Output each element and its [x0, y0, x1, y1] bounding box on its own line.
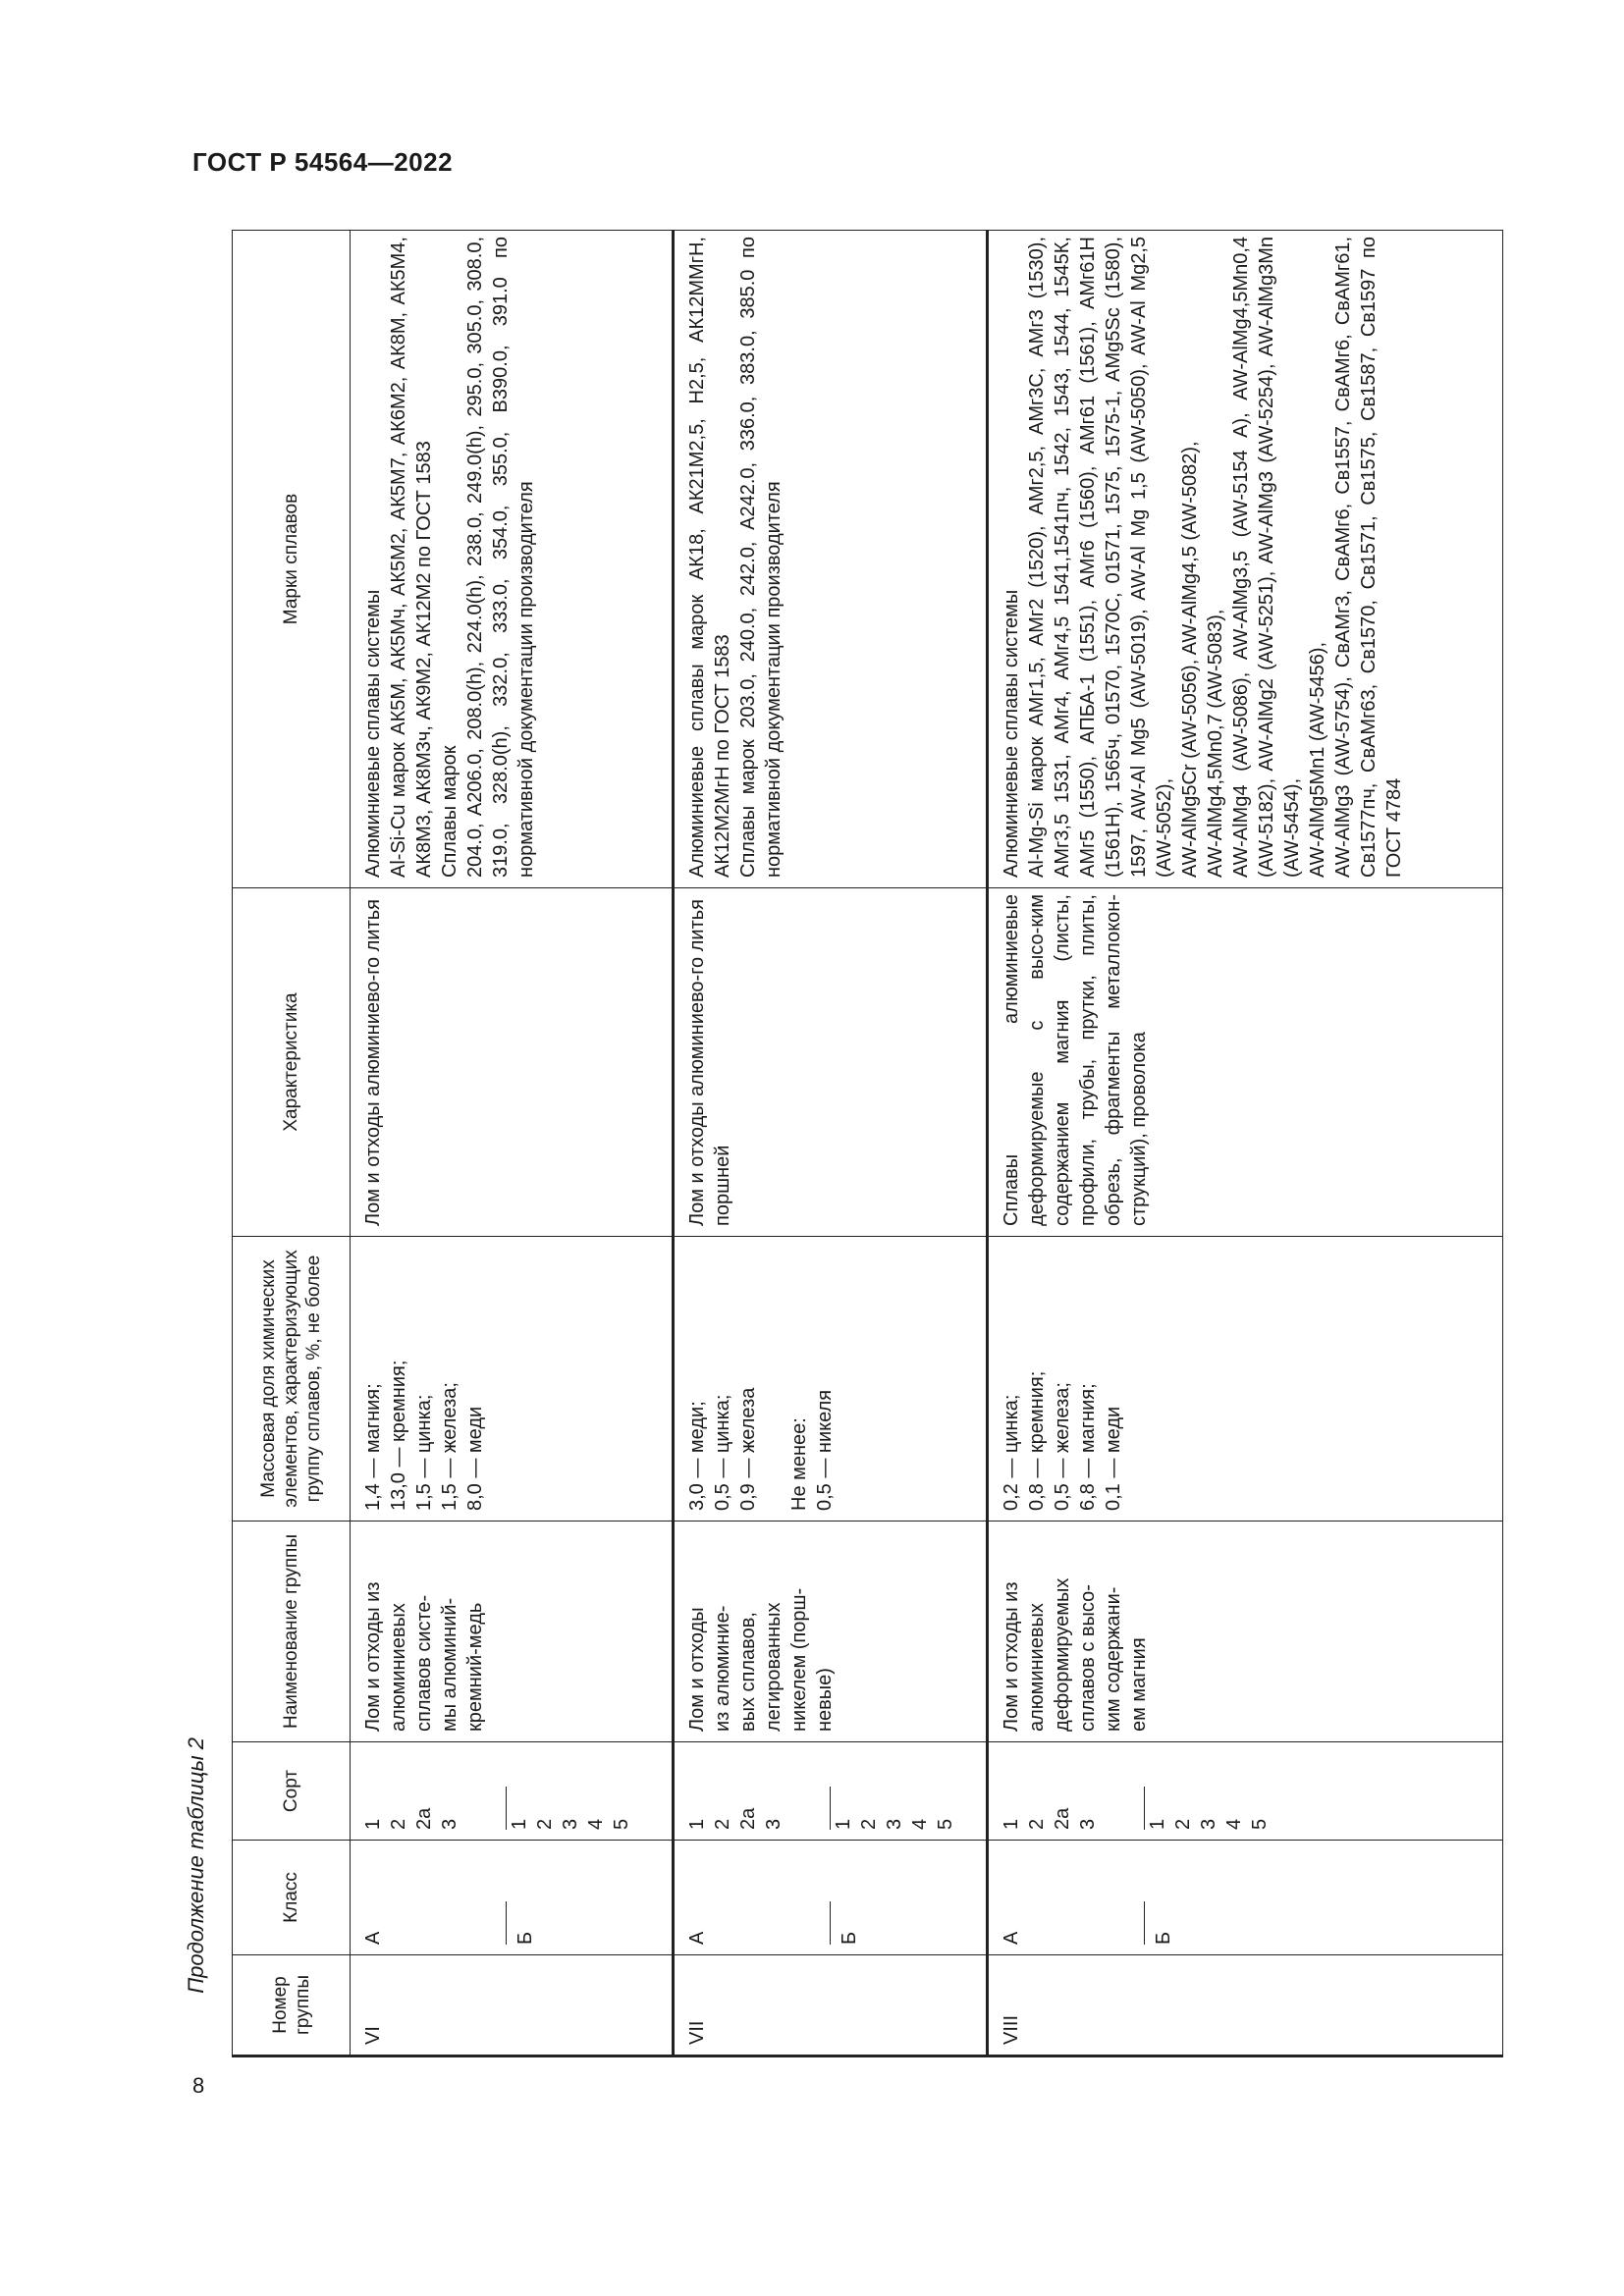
grades-line: Al-Si-Cu марок АК5М, АК5Мч, АК5М2, АК5М7, АК6М2, АК8М, АК5М4, АК8М3, АК8М3ч, АК9М2, АК12М2 по ГОСТ 1583 — [388, 237, 436, 878]
sort-item: 2 — [1172, 1818, 1195, 1830]
grades-line: Сплавы марок — [439, 745, 461, 878]
mass-line: 1,5 — цинка; — [413, 1394, 436, 1511]
mass-line: 0,5 — цинка; — [711, 1394, 733, 1511]
name-line: сплавов систе- — [413, 1594, 436, 1732]
mass-line: 0,1 — меди — [1103, 1406, 1125, 1511]
mass-line: Не менее: — [787, 1417, 810, 1511]
mass-fraction-cell — [351, 1237, 674, 1522]
alloy-grades-cell — [988, 231, 1503, 888]
group-name-cell — [988, 1522, 1503, 1742]
grades-line: AW-AlMg5Cr (AW-5056), AW-AlMg4,5 (AW-5082), — [1179, 441, 1202, 878]
mass-line: 0,8 — кремния; — [1026, 1370, 1049, 1511]
group-name-cell — [351, 1522, 674, 1742]
sort-item: 3 — [762, 1818, 785, 1830]
sort-a-list — [360, 1748, 506, 1830]
sort-item: 2 — [1026, 1818, 1049, 1830]
name-line: сплавов с высо- — [1077, 1584, 1100, 1732]
mass-line: 1,4 — магния; — [362, 1383, 385, 1511]
caption-text: Продолжение таблицы 2 — [184, 1737, 208, 1994]
mass-line: 0,2 — цинка; — [1001, 1394, 1023, 1511]
sort-item: 2а — [736, 1807, 759, 1830]
table-row — [351, 231, 674, 2056]
name-line: ем магния — [1128, 1637, 1151, 1732]
sort-cell — [988, 1742, 1503, 1841]
sort-item: 1 — [509, 1818, 531, 1830]
mass-line: 1,5 — железа; — [439, 1382, 461, 1511]
grades-line: AW-AlMg5Mn1 (AW-5456), — [1307, 641, 1329, 878]
mass-line: 0,5 — никеля — [813, 1389, 836, 1511]
sort-item: 3 — [560, 1818, 582, 1830]
sort-item: 1 — [685, 1818, 708, 1830]
group-name-cell — [673, 1522, 987, 1742]
alloy-grades-cell — [351, 231, 674, 888]
table-row — [673, 231, 987, 2056]
name-line: никелем (порш- — [787, 1587, 810, 1732]
sort-b-list — [831, 1748, 958, 1830]
col-header-characteristic: Характеристика — [233, 888, 351, 1237]
grades-line: AW-AlMg4,5Mn0,7 (AW-5083), — [1205, 609, 1227, 878]
group-number-cell: VII — [673, 1955, 987, 2056]
sort-item: 4 — [585, 1818, 608, 1830]
group-number-cell: VIII — [988, 1955, 1503, 2056]
mass-fraction-cell — [988, 1237, 1503, 1522]
group-number-cell: VI — [351, 1955, 674, 2056]
sort-item: 2 — [534, 1818, 557, 1830]
name-line: Лом и отходы из — [362, 1581, 385, 1732]
name-line: вых сплавов, — [736, 1612, 759, 1732]
characteristic-cell: Сплавы алюминиевые деформируемые с высо-ким содержанием магния (листы, профили, трубы, прутки, плиты, обрезь, фрагменты металлокон-струкций), проволока — [988, 888, 1503, 1237]
grades-line: Алюминиевые сплавы системы — [362, 589, 385, 878]
name-line: алюминиевых — [388, 1603, 410, 1732]
name-line: Лом и отходы — [685, 1607, 708, 1732]
mass-fraction-cell — [673, 1237, 987, 1522]
table-caption — [177, 1737, 216, 2052]
name-line: мы алюминий- — [439, 1597, 461, 1732]
sort-item: 3 — [883, 1818, 905, 1830]
class-b: Б — [830, 1901, 862, 1945]
sort-item: 3 — [439, 1818, 461, 1830]
characteristic-cell: Лом и отходы алюминиево-го литья поршней — [673, 888, 987, 1237]
sort-b-list — [507, 1748, 634, 1830]
grades-line: Al-Mg-Si марок АМг1,5, АМг2 (1520), АМг2,5, АМг3С, АМг3 (1530), АМг3,5 1531, АМг4, АМг4,5 1541,1541пч, 1542, 1543, 1544, 1545К, АМг5 (1550), АПБА-1 (1551), АМг6 (1560), АМг61 (1561), АМг61Н (1561Н), 1565ч, 01570, 1570С, 01571, 1575, 1575-1, AMg5Sc (1580), 1597, AW-Al Mg5 (AW-5019), AW-Al Mg 1,5 (AW-5050), AW-Al Mg2,5 (AW-5052), — [1026, 237, 1176, 878]
grades-line: AW-AlMg3 (AW-5754), СвАМг3, СвАМг6, Св1557, СвАМг6, СвАМг61, Св1577пч, СвАМг63, Св1570, Св1571, Св1575, Св1587, Св1597 по ГОСТ 4784 — [1332, 237, 1406, 878]
class-cell — [988, 1841, 1503, 1955]
mass-line: 0,9 — железа — [736, 1387, 759, 1511]
page-number: 8 — [192, 2073, 205, 2098]
sort-item: 2 — [711, 1818, 733, 1830]
table-row — [988, 231, 1503, 2056]
mass-line: 0,5 — железа; — [1052, 1382, 1074, 1511]
mass-line: 3,0 — меди; — [685, 1401, 708, 1511]
name-line: ким содержани- — [1103, 1586, 1125, 1732]
sort-item: 3 — [1198, 1818, 1220, 1830]
document-header: ГОСТ Р 54564—2022 — [192, 147, 454, 177]
col-header-class: Класс — [233, 1841, 351, 1955]
sort-item: 2 — [388, 1818, 410, 1830]
sort-a-list — [684, 1748, 830, 1830]
class-cell — [351, 1841, 674, 1955]
grades-line: Алюминиевые сплавы марок АК18, АК21М2,5, Н2,5, АК12ММгН, АК12М2МгН по ГОСТ 1583 — [685, 237, 733, 878]
sort-item: 1 — [362, 1818, 385, 1830]
col-header-sort: Сорт — [233, 1742, 351, 1841]
class-a: А — [685, 1931, 708, 1945]
col-header-group-name: Наименование группы — [233, 1522, 351, 1742]
sort-item: 1 — [1147, 1818, 1169, 1830]
name-line: Лом и отходы из — [1001, 1581, 1023, 1732]
sort-item: 4 — [908, 1818, 931, 1830]
name-line: из алюминие- — [711, 1605, 733, 1732]
sort-item: 5 — [1249, 1818, 1272, 1830]
grades-line: Сплавы марок 203.0, 240.0, 242.0, A242.0, 336.0, 383.0, 385.0 по нормативной документации производителя — [736, 237, 785, 878]
characteristic-cell: Лом и отходы алюминиево-го литья — [351, 888, 674, 1237]
class-b: Б — [506, 1901, 538, 1945]
alloy-grades-cell — [673, 231, 987, 888]
name-line: легированных — [762, 1602, 785, 1732]
alloy-groups-table — [232, 230, 1503, 2057]
table-header-row — [233, 231, 351, 2056]
grades-line: 204.0, A206.0, 208.0(h), 224.0(h), 238.0, 249.0(h), 295.0, 305.0, 308.0, 319.0, 328.0(h), 332.0, 333.0, 354.0, 355.0, B390.0, 391.0 по нормативной документации производителя — [464, 237, 538, 878]
sort-item: 2 — [857, 1818, 880, 1830]
name-line: алюминиевых — [1026, 1603, 1049, 1732]
name-line: деформируемых — [1052, 1577, 1074, 1732]
class-b: Б — [1144, 1901, 1176, 1945]
class-a: А — [1001, 1931, 1023, 1945]
sort-item: 1 — [832, 1818, 854, 1830]
sort-item: 4 — [1223, 1818, 1246, 1830]
sort-cell — [673, 1742, 987, 1841]
name-line: кремний-медь — [464, 1602, 487, 1732]
mass-line: 8,0 — меди — [464, 1406, 487, 1511]
sort-item: 5 — [611, 1818, 633, 1830]
class-cell — [673, 1841, 987, 1955]
sort-item: 2а — [1052, 1807, 1074, 1830]
col-header-mass-fraction: Массовая доля химических элементов, характеризующих группу сплавов, %, не более — [233, 1237, 351, 1522]
mass-line: 6,8 — магния; — [1077, 1383, 1100, 1511]
sort-cell — [351, 1742, 674, 1841]
col-header-group-number: Номер группы — [233, 1955, 351, 2056]
class-a: А — [362, 1931, 385, 1945]
sort-item: 3 — [1077, 1818, 1100, 1830]
rotated-table-container — [232, 232, 1503, 2057]
grades-line: Алюминиевые сплавы системы — [1001, 589, 1023, 878]
name-line: невые) — [813, 1668, 836, 1732]
sort-item: 5 — [934, 1818, 956, 1830]
mass-line: 13,0 — кремния; — [388, 1360, 410, 1511]
sort-b-list — [1145, 1748, 1272, 1830]
col-header-alloy-grades: Марки сплавов — [233, 231, 351, 888]
sort-item: 1 — [1001, 1818, 1023, 1830]
grades-line: AW-AlMg4 (AW-5086), AW-AlMg3,5 (AW-5154 A), AW-AlMg4,5Mn0,4 (AW-5182), AW-AlMg2 (AW-5251), AW-AlMg3 (AW-5254), AW-AlMg3Mn (AW-5454), — [1230, 237, 1304, 878]
sort-a-list — [999, 1748, 1144, 1830]
sort-item: 2а — [413, 1807, 436, 1830]
spacer — [761, 1243, 786, 1511]
